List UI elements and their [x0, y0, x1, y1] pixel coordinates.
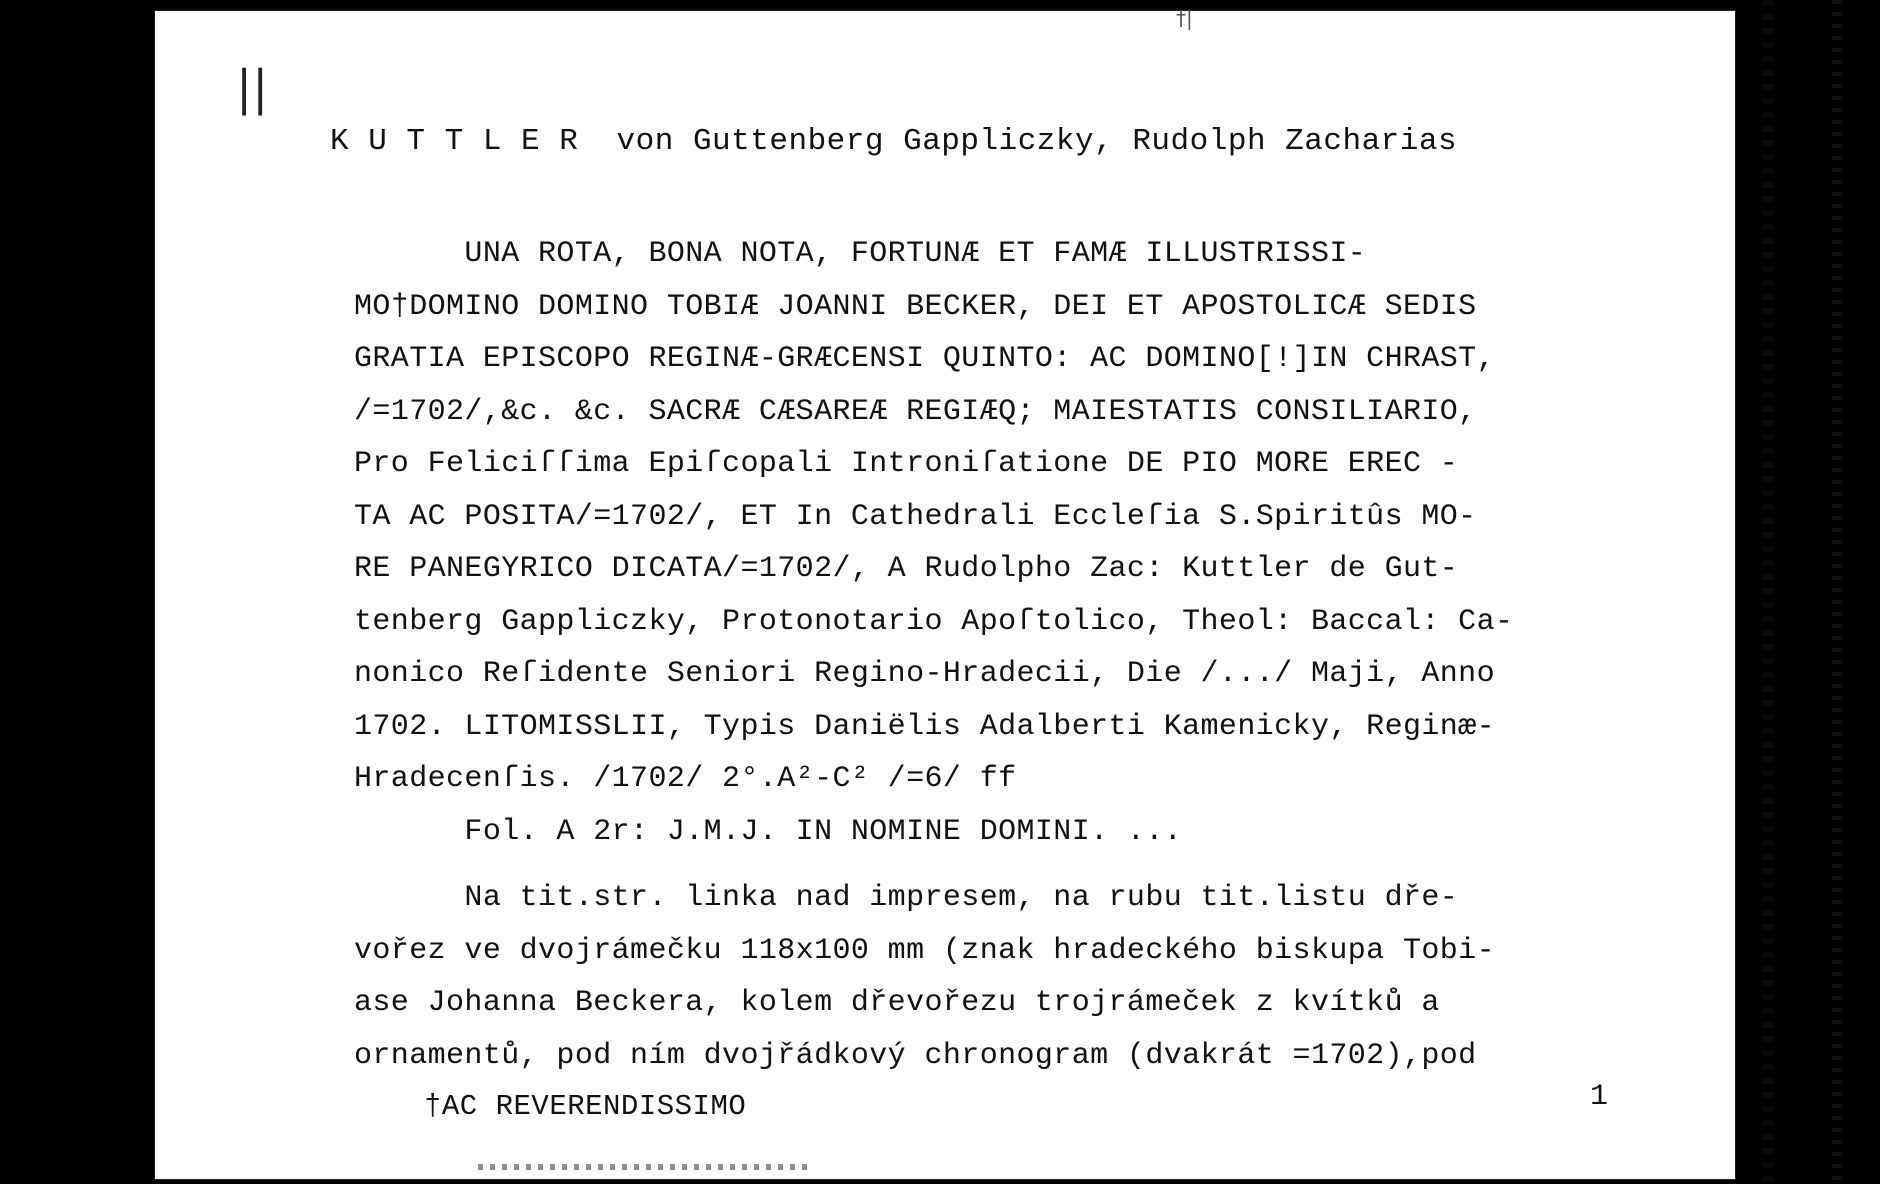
folio-note: [354, 806, 1654, 859]
footnote: †AC REVERENDISSIMO: [424, 1090, 747, 1123]
corner-handwritten-mark: ||: [236, 60, 269, 116]
description-line: ornamentů, pod ním dvojřádkový chronogram (dvakrát =1702),pod: [354, 1038, 1477, 1073]
scan-border-strip: [1762, 0, 1774, 1184]
title-line: UNA ROTA, BONA NOTA, FORTUNÆ ET FAMÆ ILLUSTRISSI-: [354, 237, 1367, 271]
scan-border-strip-outer: [1832, 0, 1842, 1184]
description-line: vořez ve dvojrámečku 118x100 mm (znak hradeckého biskupa Tobi-: [354, 933, 1495, 968]
card-heading: K U T T L E R von Guttenberg Gappliczky, Rudolph Zacharias: [330, 124, 1458, 159]
title-line: MO†DOMINO DOMINO TOBIÆ JOANNI BECKER, DEI ET APOSTOLICÆ SEDIS: [354, 289, 1477, 324]
title-line: GRATIA EPISCOPO REGINÆ-GRÆCENSI QUINTO: AC DOMINO[!]IN CHRAST,: [354, 342, 1495, 376]
title-line: Pro Feliciſſima Epiſcopali Introniſatione DE PIO MORE EREC -: [354, 447, 1459, 481]
title-line: RE PANEGYRICO DICATA/=1702/, A Rudolpho Zac: Kuttler de Gut-: [354, 552, 1459, 586]
description-paragraph: [354, 872, 1654, 1082]
description-line: Na tit.str. linka nad impresem, na rubu tit.listu dře-: [354, 881, 1459, 915]
title-line: 1702. LITOMISSLII, Typis Daniëlis Adalberti Kamenicky, Reginæ-: [354, 709, 1495, 744]
top-handwritten-mark: †|: [1176, 6, 1193, 30]
page-number: 1: [1590, 1080, 1609, 1114]
title-line: tenberg Gappliczky, Protonotario Apoſtolico, Theol: Baccal: Ca-: [354, 604, 1514, 639]
title-line: nonico Reſidente Seniori Regino-Hradecii, Die /.../ Maji, Anno: [354, 657, 1495, 691]
bottom-scan-artifact: [478, 1164, 808, 1170]
title-line: TA AC POSITA/=1702/, ET In Cathedrali Eccleſia S.Spiritûs MO-: [354, 499, 1477, 534]
title-line: /=1702/,&c. &c. SACRÆ CÆSAREÆ REGIÆQ; MAIESTATIS CONSILIARIO,: [354, 394, 1477, 429]
title-transcription: [354, 228, 1654, 806]
description-line: ase Johanna Beckera, kolem dřevořezu trojrámeček z kvítků a: [354, 986, 1440, 1020]
folio-line: Fol. A 2r: J.M.J. IN NOMINE DOMINI. ...: [354, 815, 1183, 849]
title-line: Hradecenſis. /1702/ 2°.A²-C² /=6/ ff: [354, 762, 1017, 796]
